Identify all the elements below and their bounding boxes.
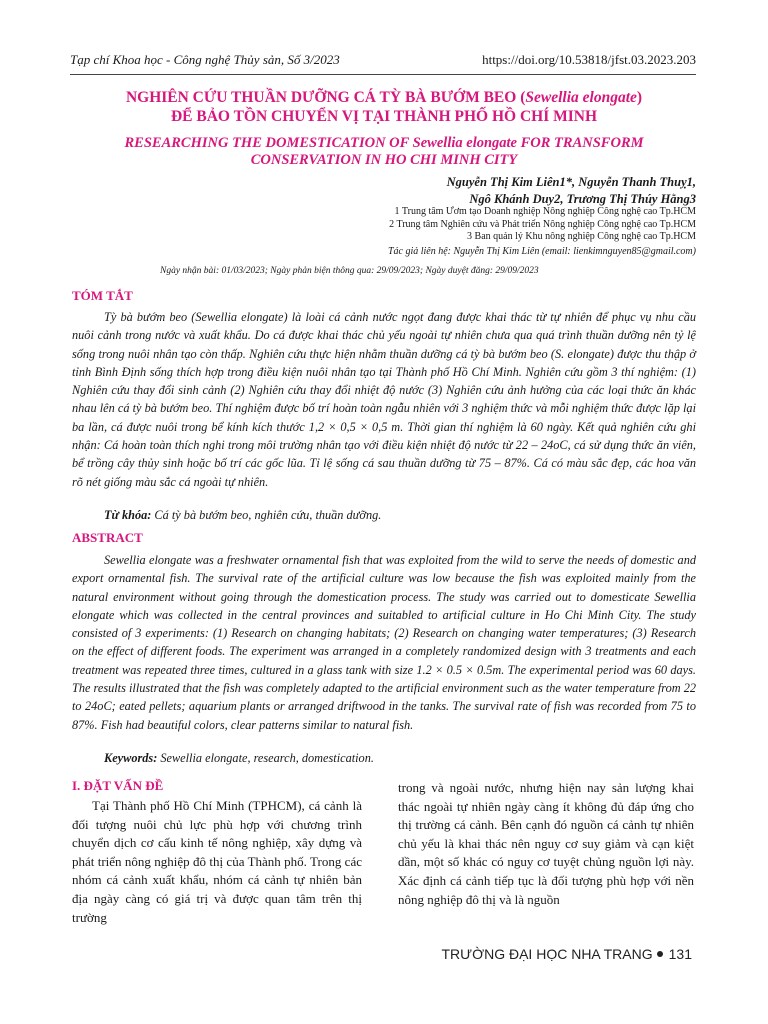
header-rule (70, 74, 696, 75)
title-english: RESEARCHING THE DOMESTICATION OF Sewellia elongate FOR TRANSFORM CONSERVATION IN HO CHI MINH CITY (124, 135, 644, 168)
journal-name: Tạp chí Khoa học - Công nghệ Thủy sản, Số 3/2023 (70, 52, 340, 67)
affiliation: 2 Trung tâm Nghiên cứu và Phát triển Nông nghiệp Công nghệ cao Tp.HCM (389, 218, 696, 230)
affiliation: 3 Ban quản lý Khu nông nghiệp Công nghệ cao Tp.HCM (467, 231, 696, 242)
bullet-icon (657, 951, 663, 957)
abstract-heading: ABSTRACT (72, 530, 143, 545)
running-header (70, 52, 696, 72)
author-list: Nguyễn Thị Kim Liên1*, Nguyễn Thanh Thuỵ1, Ngô Khánh Duy2, Trương Thị Thúy Hằng3 (446, 175, 696, 206)
university-name: TRƯỜNG ĐẠI HỌC NHA TRANG (441, 946, 653, 962)
abstract-body: Sewellia elongate was a freshwater ornamental fish that was exploited from the wild to serve the needs of domestic and export ornamental fish. The survival rate of the artificial culture was low because the fish was exploited mainly from the natural environment without going through the domestication process. The study was carried out to domesticate Sewellia elongate which was collected in the central provinces and suitabled to artificial culture in Ho Chi Minh City. The study consisted of 3 experiments: (1) Research on changing habitats; (2) Research on changing water temperatures; (3) Research on the effect of different foods. The experiment was arranged in a completely randomized design with 3 treatments and each treatment was repeated three times, cultured in a glass tank with size 1.2 × 0.5 × 0.5m. The experimental period was 60 days. The results illustrated that the fish was completely adapted to the artificial environment such as the water temperature from 22 to 24oC; eated pellets; aquarium plants or arranged driftwood in the tanks. The survival rate of fish was recorded from 75 to 87%. Fish had beautiful colors, clear patterns similar to natural fish. (72, 553, 696, 732)
body-column-left: Tại Thành phố Hồ Chí Minh (TPHCM), cá cảnh là đối tượng nuôi chủ lực phù hợp với chương trình chuyển dịch cơ cấu kinh tế nông nghiệp, xây dựng và phát triển nông nghiệp đô thị của Thành phố. Trong các nhóm cá cảnh xuất khẩu, nhóm cá cảnh tự nhiên bản địa ngày càng có giá trị và được quan tâm trên thị trường (72, 798, 362, 925)
section-heading: I. ĐẶT VẤN ĐỀ (72, 778, 164, 793)
tomtat-keywords: Từ khóa: Cá tỳ bà bướm beo, nghiên cứu, thuần dưỡng. (104, 508, 382, 522)
body-column-right: trong và ngoài nước, nhưng hiện nay sản lượng khai thác ngoài tự nhiên ngày càng ít không đủ đáp ứng cho thị trường cá cảnh. Bên cạnh đó nguồn cá cảnh tự nhiên chủ yếu là khai thác nên nguy cơ suy giảm và cạn kiệt dần, một số khác có nguy cơ tuyệt chủng nguồn lợi này. Xác định cá cảnh tiếp tục là đối tượng phù hợp với nền nông nghiệp đô thị và là nguồn (398, 780, 694, 907)
doi-link[interactable]: https://doi.org/10.53818/jfst.03.2023.203 (482, 52, 696, 67)
affiliation: 1 Trung tâm Ươm tạo Doanh nghiệp Nông nghiệp Công nghệ cao Tp.HCM (394, 206, 696, 217)
tomtat-body: Tỳ bà bướm beo (Sewellia elongate) là loài cá cảnh nước ngọt đang được khai thác từ tự nhiên để phục vụ nhu cầu nuôi cảnh trong nước và xuất khẩu. Do cá được khai thác chủ yếu ngoài tự nhiên chưa qua quá trình thuần dưỡng nên tỷ lệ sống trong nuôi nhân tạo còn thấp. Nghiên cứu thực hiện nhằm thuần dưỡng cá tỳ bà bướm beo (S. elongate) được thu thập ở tỉnh Bình Định sống thích hợp trong điều kiện nuôi nhân tạo tại Thành phố Hồ Chí Minh. Nghiên cứu gồm 3 thí nghiệm: (1) Nghiên cứu thay đổi sinh cảnh (2) Nghiên cứu thay đổi nhiệt độ nước (3) Nghiên cứu ảnh hưởng của các loại thức ăn khác nhau lên cá tỳ bà bướm beo. Thí nghiệm được bố trí hoàn toàn ngẫu nhiên với 3 nghiệm thức và mỗi nghiệm thức được lặp lại ba lần, cá được nuôi trong bể kính kích thước 1,2 × 0,5 × 0,5 m. Thời gian thí nghiệm là 60 ngày. Kết quả nghiên cứu ghi nhận: Cá hoàn toàn thích nghi trong môi trường nhân tạo với điều kiện nhiệt độ nước từ 22 – 24oC, cá sử dụng thức ăn viên, bể trồng cây thủy sinh hoặc bố trí các gốc lũa. Tỉ lệ sống cá sau thuần dưỡng từ 75 – 87%. Cá có màu sắc đẹp, các hoa văn rõ nét giống màu sắc cá ngoài tự nhiên. (72, 310, 696, 489)
abstract-keywords: Keywords: Sewellia elongate, research, domestication. (104, 751, 374, 765)
title-vietnamese: NGHIÊN CỨU THUẦN DƯỠNG CÁ TỲ BÀ BƯỚM BEO (Sewellia elongate) ĐỂ BẢO TỒN CHUYỂN VỊ TẠI THÀNH PHỐ HỒ CHÍ MINH (125, 89, 643, 125)
corresponding-author: Tác giả liên hệ: Nguyễn Thị Kim Liên (email: lienkimnguyen85@gmail.com) (387, 246, 696, 257)
publication-dates: Ngày nhận bài: 01/03/2023; Ngày phản biện thông qua: 29/09/2023; Ngày duyệt đăng: 29/09/2023 (160, 266, 539, 276)
page-footer (441, 946, 692, 962)
species-name: Sewellia elongate (525, 89, 637, 106)
tomtat-heading: TÓM TẮT (72, 288, 133, 303)
affiliations (389, 206, 696, 244)
page-number: 131 (668, 946, 692, 962)
